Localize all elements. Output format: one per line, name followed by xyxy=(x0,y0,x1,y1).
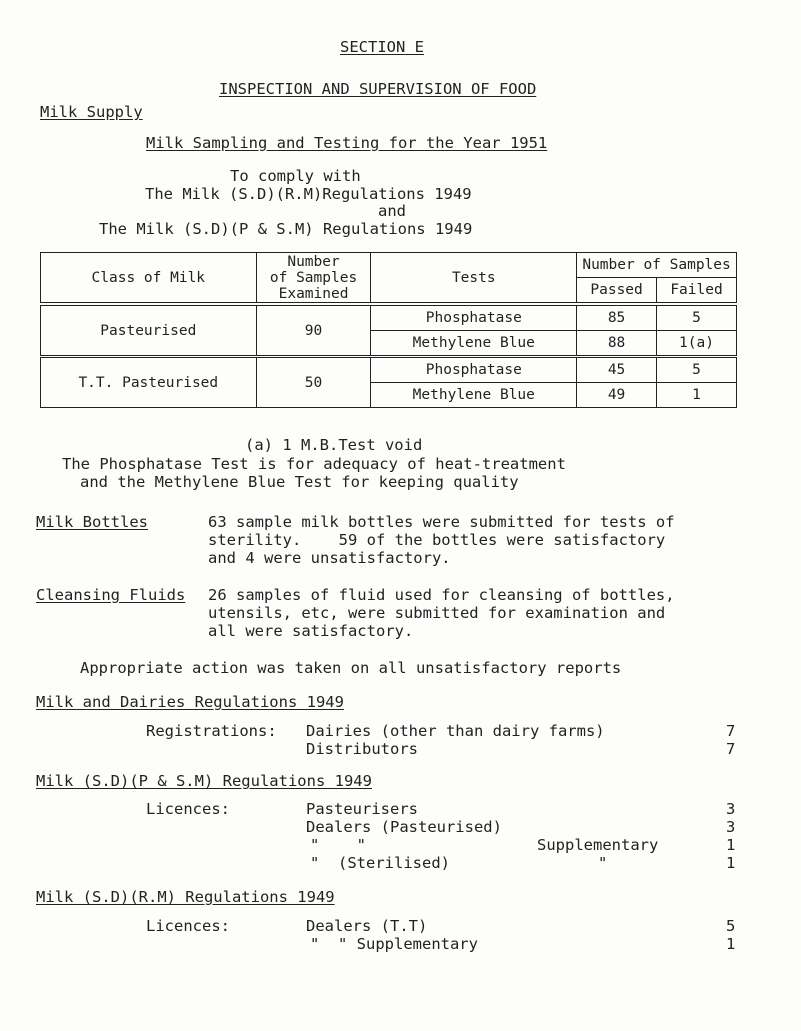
dairies-regs-value-2: 7 xyxy=(726,740,736,758)
cell-examined: 90 xyxy=(256,304,371,357)
psm-regs-item-3: Supplementary xyxy=(537,836,659,854)
psm-regs-label: Licences: xyxy=(146,800,230,818)
psm-regs-item-4: " (Sterilised) xyxy=(310,854,450,872)
rm-regs-heading: Milk (S.D)(R.M) Regulations 1949 xyxy=(36,888,335,906)
psm-regs-value-1: 3 xyxy=(726,800,736,818)
cleansing-fluids-line-3: all were satisfactory. xyxy=(208,622,414,640)
cleansing-fluids-line-1: 26 samples of fluid used for cleansing of bottles, xyxy=(208,586,675,604)
section-title: SECTION E xyxy=(340,38,424,56)
header-failed: Failed xyxy=(657,278,737,305)
milk-bottles-line-3: and 4 were unsatisfactory. xyxy=(208,549,451,567)
rm-regs-value-1: 5 xyxy=(726,917,736,935)
cell-test: Methylene Blue xyxy=(371,383,577,408)
milk-testing-table xyxy=(40,252,737,408)
cell-passed: 45 xyxy=(577,357,657,383)
intro-line-4: The Milk (S.D)(P & S.M) Regulations 1949 xyxy=(99,220,473,238)
header-number-examined-line-1: Number xyxy=(287,253,340,270)
milk-bottles-line-1: 63 sample milk bottles were submitted for tests of xyxy=(208,513,675,531)
cell-class: T.T. Pasteurised xyxy=(41,357,257,408)
dairies-regs-item-2: Distributors xyxy=(306,740,418,758)
psm-regs-value-2: 3 xyxy=(726,818,736,836)
cell-failed: 1 xyxy=(657,383,737,408)
psm-regs-item-1: Pasteurisers xyxy=(306,800,418,818)
table-footnote: (a) 1 M.B.Test void xyxy=(245,436,423,454)
header-number-of-samples: Number of Samples xyxy=(577,253,737,278)
milk-bottles-line-2: sterility. 59 of the bottles were satisfactory xyxy=(208,531,666,549)
dairies-regs-heading: Milk and Dairies Regulations 1949 xyxy=(36,693,344,711)
milk-supply-heading: Milk Supply xyxy=(40,103,143,121)
intro-line-1: To comply with xyxy=(230,167,361,185)
psm-regs-value-4: 1 xyxy=(726,854,736,872)
test-note-line-2: and the Methylene Blue Test for keeping quality xyxy=(80,473,519,491)
cell-failed: 1(a) xyxy=(657,331,737,357)
test-note-line-1: The Phosphatase Test is for adequacy of heat-treatment xyxy=(62,455,566,473)
psm-regs-item-4-ditto: " xyxy=(598,854,608,872)
cell-failed: 5 xyxy=(657,357,737,383)
cell-examined: 50 xyxy=(256,357,371,408)
psm-regs-heading: Milk (S.D)(P & S.M) Regulations 1949 xyxy=(36,772,372,790)
cleansing-fluids-line-2: utensils, etc, were submitted for examination and xyxy=(208,604,666,622)
rm-regs-value-2: 1 xyxy=(726,935,736,953)
header-number-examined-line-3: Examined xyxy=(278,285,349,302)
sampling-heading: Milk Sampling and Testing for the Year 1951 xyxy=(146,134,548,152)
cell-passed: 88 xyxy=(577,331,657,357)
header-class: Class of Milk xyxy=(41,253,257,305)
rm-regs-label: Licences: xyxy=(146,917,230,935)
header-tests: Tests xyxy=(371,253,577,305)
psm-regs-value-3: 1 xyxy=(726,836,736,854)
cell-test: Phosphatase xyxy=(371,304,577,331)
dairies-regs-item-1: Dairies (other than dairy farms) xyxy=(306,722,605,740)
cell-test: Phosphatase xyxy=(371,357,577,383)
action-note: Appropriate action was taken on all unsatisfactory reports xyxy=(80,659,622,677)
cell-test: Methylene Blue xyxy=(371,331,577,357)
cell-failed: 5 xyxy=(657,304,737,331)
header-number-examined-line-2: of Samples xyxy=(269,269,358,286)
psm-regs-item-3-ditto: " " xyxy=(310,836,366,854)
intro-line-2: The Milk (S.D)(R.M)Regulations 1949 xyxy=(145,185,472,203)
header-passed: Passed xyxy=(577,278,657,305)
header-number-examined xyxy=(256,253,371,305)
intro-line-3: and xyxy=(378,202,406,220)
rm-regs-item-2: " " Supplementary xyxy=(310,935,478,953)
dairies-regs-value-1: 7 xyxy=(726,722,736,740)
psm-regs-item-2: Dealers (Pasteurised) xyxy=(306,818,502,836)
cell-class: Pasteurised xyxy=(41,304,257,357)
table-row xyxy=(41,357,737,383)
cleansing-fluids-label: Cleansing Fluids xyxy=(36,586,186,604)
dairies-regs-label: Registrations: xyxy=(146,722,277,740)
rm-regs-item-1: Dealers (T.T) xyxy=(306,917,428,935)
main-heading: INSPECTION AND SUPERVISION OF FOOD xyxy=(219,80,537,98)
cell-passed: 85 xyxy=(577,304,657,331)
table-row xyxy=(41,304,737,331)
milk-bottles-label: Milk Bottles xyxy=(36,513,148,531)
cell-passed: 49 xyxy=(577,383,657,408)
